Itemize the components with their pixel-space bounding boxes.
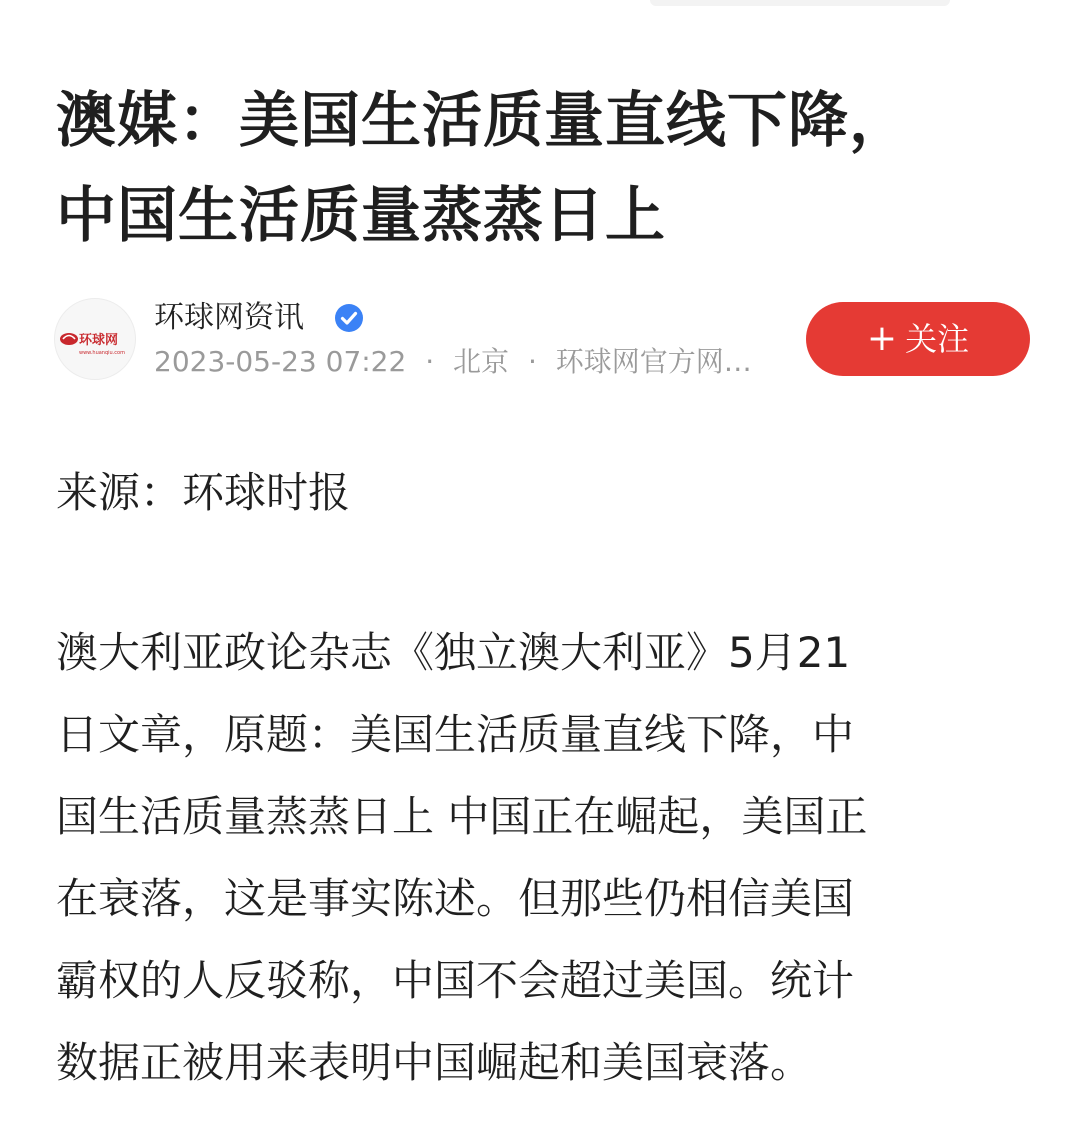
author-name[interactable]: 环球网资讯 — [154, 300, 304, 335]
author-description: 环球网官方网… — [555, 345, 752, 378]
publish-location: 北京 — [453, 345, 510, 378]
article-source: 来源：环球时报 — [56, 468, 351, 517]
author-row — [54, 296, 1034, 382]
author-avatar[interactable] — [54, 298, 136, 380]
publish-date: 2023-05-23 07:22 — [154, 345, 407, 378]
body-line: 数据正被用来表明中国崛起和美国衰落。 — [56, 1038, 813, 1087]
follow-label: 关注 — [905, 320, 970, 358]
avatar-logo-text: 环球网 — [79, 333, 119, 348]
article-title-line-1: 澳媒：美国生活质量直线下降， — [56, 86, 910, 156]
author-meta — [154, 344, 752, 380]
huanqiu-logo-icon — [55, 299, 135, 379]
body-line: 澳大利亚政论杂志《独立澳大利亚》5月21 — [56, 628, 851, 677]
follow-button[interactable] — [806, 302, 1030, 376]
meta-separator: · — [425, 345, 435, 378]
article-title-line-2: 中国生活质量蒸蒸日上 — [56, 181, 666, 251]
avatar-logo-subtext: www.huanqiu.com — [79, 350, 125, 356]
body-line: 在衰落，这是事实陈述。但那些仍相信美国 — [56, 874, 855, 923]
article-body — [56, 612, 1034, 1104]
meta-separator: · — [527, 345, 537, 378]
body-line: 霸权的人反驳称，中国不会超过美国。统计 — [56, 956, 855, 1005]
article-title — [56, 74, 1036, 264]
plus-icon: + — [866, 318, 898, 359]
body-line: 国生活质量蒸蒸日上 中国正在崛起，美国正 — [56, 792, 868, 841]
body-line: 日文章，原题：美国生活质量直线下降，中 — [56, 710, 855, 759]
verified-check-icon — [334, 303, 364, 333]
top-status-edge — [650, 0, 950, 6]
